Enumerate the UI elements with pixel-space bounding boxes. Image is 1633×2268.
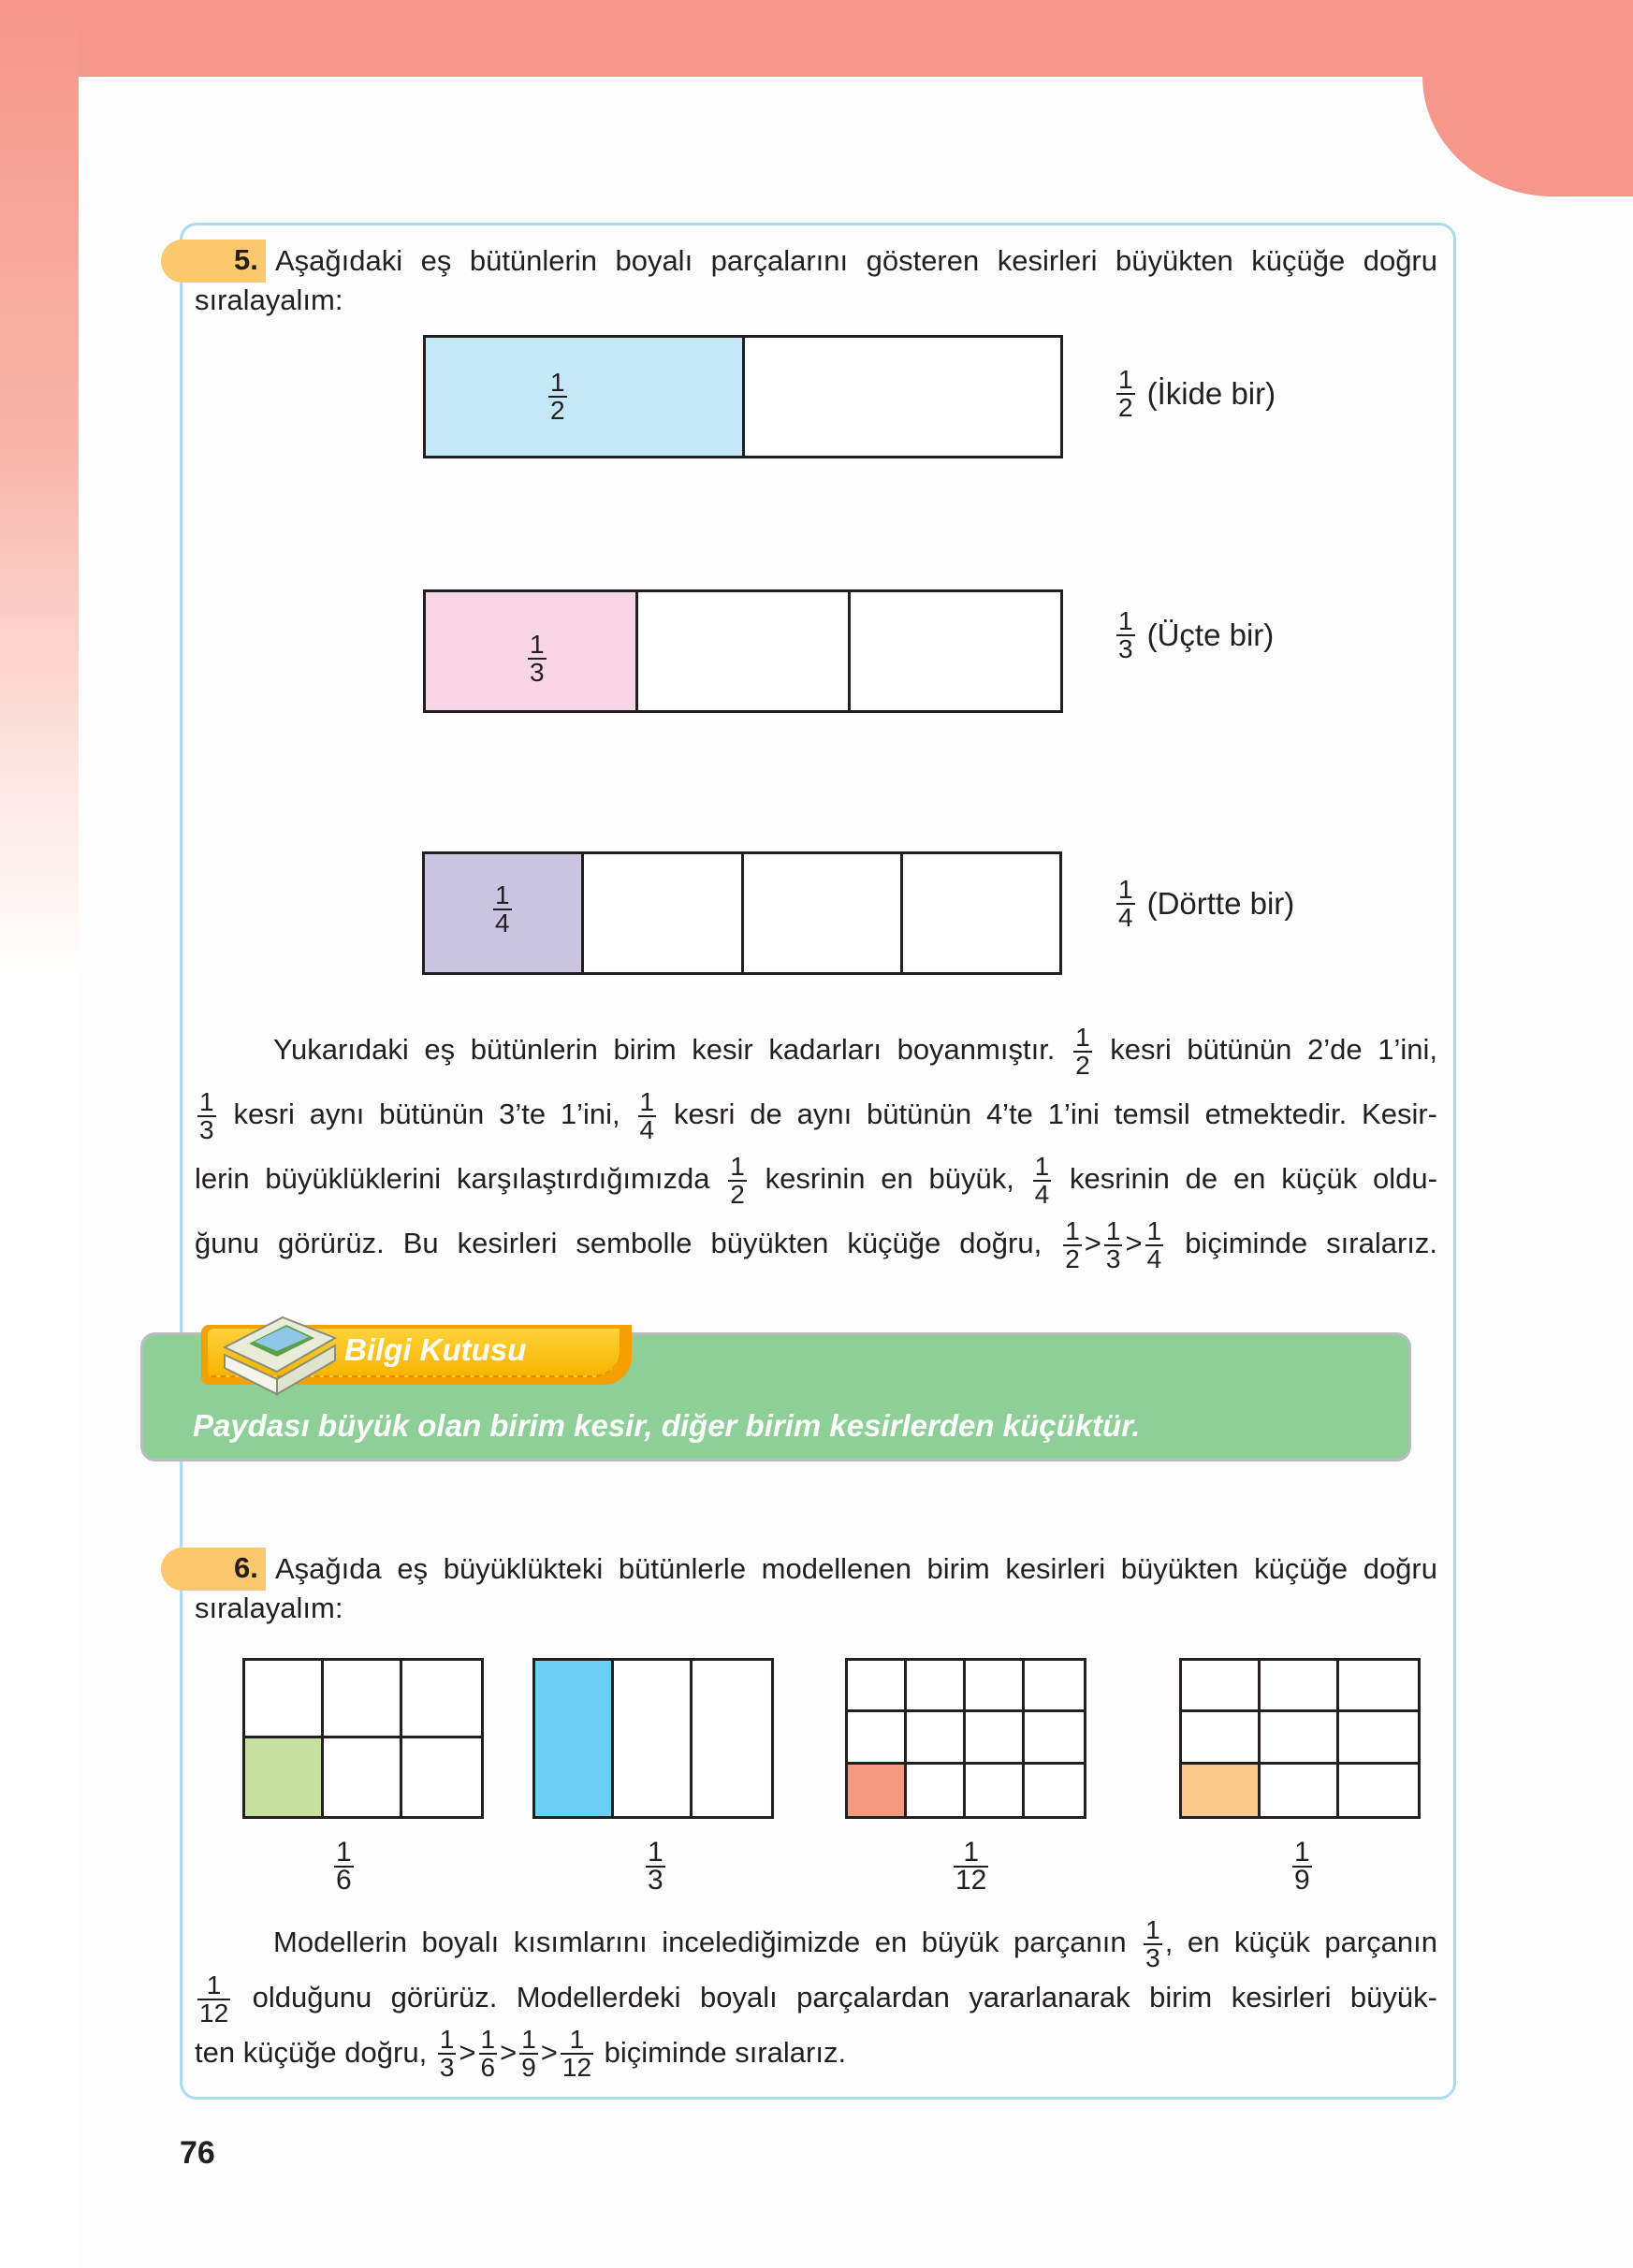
model-caption-twelfth: $\frac{1}{12}$ [955,1837,987,1896]
model-caption-sixth: $\frac{1}{6}$ [336,1837,352,1896]
model-shaded-cell [1182,1765,1261,1816]
model-cell [245,1661,324,1738]
model-cell [1025,1712,1084,1764]
model-cell [1339,1765,1418,1816]
model-caption-ninth: $\frac{1}{9}$ [1294,1837,1310,1896]
book-icon [217,1310,339,1400]
model-cell [1182,1661,1261,1712]
fraction-bar-halves [423,335,1063,458]
model-cell [1261,1712,1339,1764]
label-half: $\frac{1}{2}$ (İkide bir) [1118,365,1276,422]
bar-part [638,592,851,710]
model-sixths [242,1658,484,1819]
q6-text-line2: sıralayalım: [195,1592,343,1624]
model-cell [966,1765,1025,1816]
fraction-label: $\frac{1}{2}$ [550,368,565,425]
page-number: 76 [180,2135,215,2171]
bar-shaded-part [426,338,745,456]
q5-number: 5. [234,243,258,276]
model-cell [324,1661,402,1738]
model-cell [907,1712,966,1764]
model-cell [848,1712,907,1764]
model-thirds [532,1658,774,1819]
left-margin-band [0,0,79,982]
model-shaded-cell [535,1661,614,1816]
q6-text-line1: Aşağıda eş büyüklükteki bütünlerle modellenen birim kesirleri büyükten küçüğe doğru [275,1552,1437,1585]
bar-shaded-part [425,854,584,972]
bar-part [851,592,1060,710]
fraction-bar-thirds [423,589,1063,713]
bar-shaded-part [426,592,638,710]
model-cell [1339,1712,1418,1764]
q6-explanation: Modellerin boyalı kısımlarını incelediğimizde en büyük parçanın $\frac{1}{3}$ , en küçük parçanın $\frac{1}{12}$ olduğunu görürüz. Modellerdeki boyalı parçalardan yararlanarak birim kesirleri büyük- ten küçüğe doğru, $\frac{1}{3}$ > $\frac{1}{6}$ > $\frac{1}{9}$ > $\frac{1}{12}$ biçiminde sıralarız. [195,1914,1437,2083]
model-cell [402,1661,481,1738]
model-shaded-cell [848,1765,907,1816]
label-quarter: $\frac{1}{4}$ (Dörtte bir) [1118,875,1295,932]
fraction-bar-quarters [422,851,1062,975]
q5-text-line1: Aşağıdaki eş bütünlerin boyalı parçalarını gösteren kesirleri büyükten küçüğe doğru [275,244,1437,277]
model-cell [1261,1765,1339,1816]
model-caption-third: $\frac{1}{3}$ [648,1837,663,1896]
model-twelfths [845,1658,1086,1819]
info-box-text: Paydası büyük olan birim kesir, diğer birim kesirlerden küçüktür. [193,1408,1141,1443]
bar-part [745,338,1061,456]
model-cell [402,1738,481,1816]
model-cell [907,1661,966,1712]
info-box-title: Bilgi Kutusu [344,1332,527,1367]
model-cell [1261,1661,1339,1712]
model-cell [1339,1661,1418,1712]
q5-explanation: Yukarıdaki eş bütünlerin birim kesir kadarları boyanmıştır. $\frac{1}{2}$ kesri bütünün 2’de 1’ini, $\frac{1}{3}$ kesri aynı bütünün 3’te 1’ini, $\frac{1}{4}$ kesri de aynı bütünün 4’te 1’ini temsil etmektedir. Kesir- lerin büyüklüklerini karşılaştırdığımızda $\frac{1}{2}$ kesrinin en büyük, $\frac{1}{4}$ kesrinin de en küçük oldu- ğunu görürüz. Bu kesirleri sembolle büyükten küçüğe doğru, $\frac{1}{2}$ > $\frac{1}{3}$ > $\frac{1}{4}$ biçiminde sıralarız. [195,1022,1437,1273]
fraction-label: $\frac{1}{4}$ [495,880,510,938]
bar-part [744,854,903,972]
q6-number: 6. [234,1551,258,1584]
model-cell [966,1661,1025,1712]
model-cell [324,1738,402,1816]
model-cell [848,1661,907,1712]
fraction-label: $\frac{1}{3}$ [530,630,545,687]
model-shaded-cell [245,1738,324,1816]
label-third: $\frac{1}{3}$ (Üçte bir) [1118,606,1275,663]
model-cell [1182,1712,1261,1764]
model-cell [693,1661,771,1816]
model-cell [907,1765,966,1816]
model-cell [1025,1661,1084,1712]
bar-part [584,854,743,972]
q5-text-line2: sıralayalım: [195,284,343,316]
model-ninths [1179,1658,1421,1819]
model-cell [614,1661,693,1816]
model-cell [1025,1765,1084,1816]
model-cell [966,1712,1025,1764]
bar-part [903,854,1059,972]
